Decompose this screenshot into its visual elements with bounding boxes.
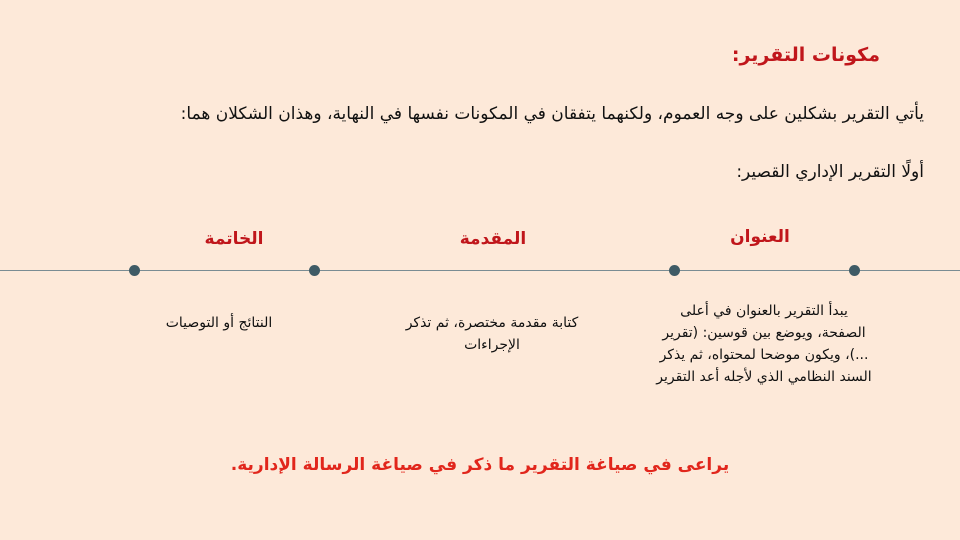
stage-title-conclusion: الخاتمة (204, 229, 264, 249)
section-heading: مكونات التقرير: (731, 44, 880, 66)
stage-description-conclusion: النتائج أو التوصيات (165, 315, 273, 331)
timeline-dot (849, 265, 860, 276)
timeline-dot (129, 265, 140, 276)
stage-description-title: يبدأ التقرير بالعنوان في أعلى الصفحة، ويوضع بين قوسين: (تقرير ...)، ويكون موضحا لمحتواه، ثم يذكر السند النظامي الذي لأجله أعد التقرير (656, 303, 872, 385)
stage-title-title: العنوان (730, 227, 790, 247)
stage-description-introduction: كتابة مقدمة مختصرة، ثم تذكر الإجراءات (405, 315, 579, 353)
subsection-heading: أولًا التقرير الإداري القصير: (736, 162, 924, 182)
timeline-dot (669, 265, 680, 276)
intro-text: يأتي التقرير بشكلين على وجه العموم، ولكنهما يتفقان في المكونات نفسها في النهاية، وهذان الشكلان هما: (180, 104, 924, 124)
stage-title-introduction: المقدمة (459, 229, 527, 249)
note-text: يراعى في صياغة التقرير ما ذكر في صياغة الرسالة الإدارية. (230, 455, 730, 475)
timeline-line (0, 270, 960, 271)
timeline-dot (309, 265, 320, 276)
